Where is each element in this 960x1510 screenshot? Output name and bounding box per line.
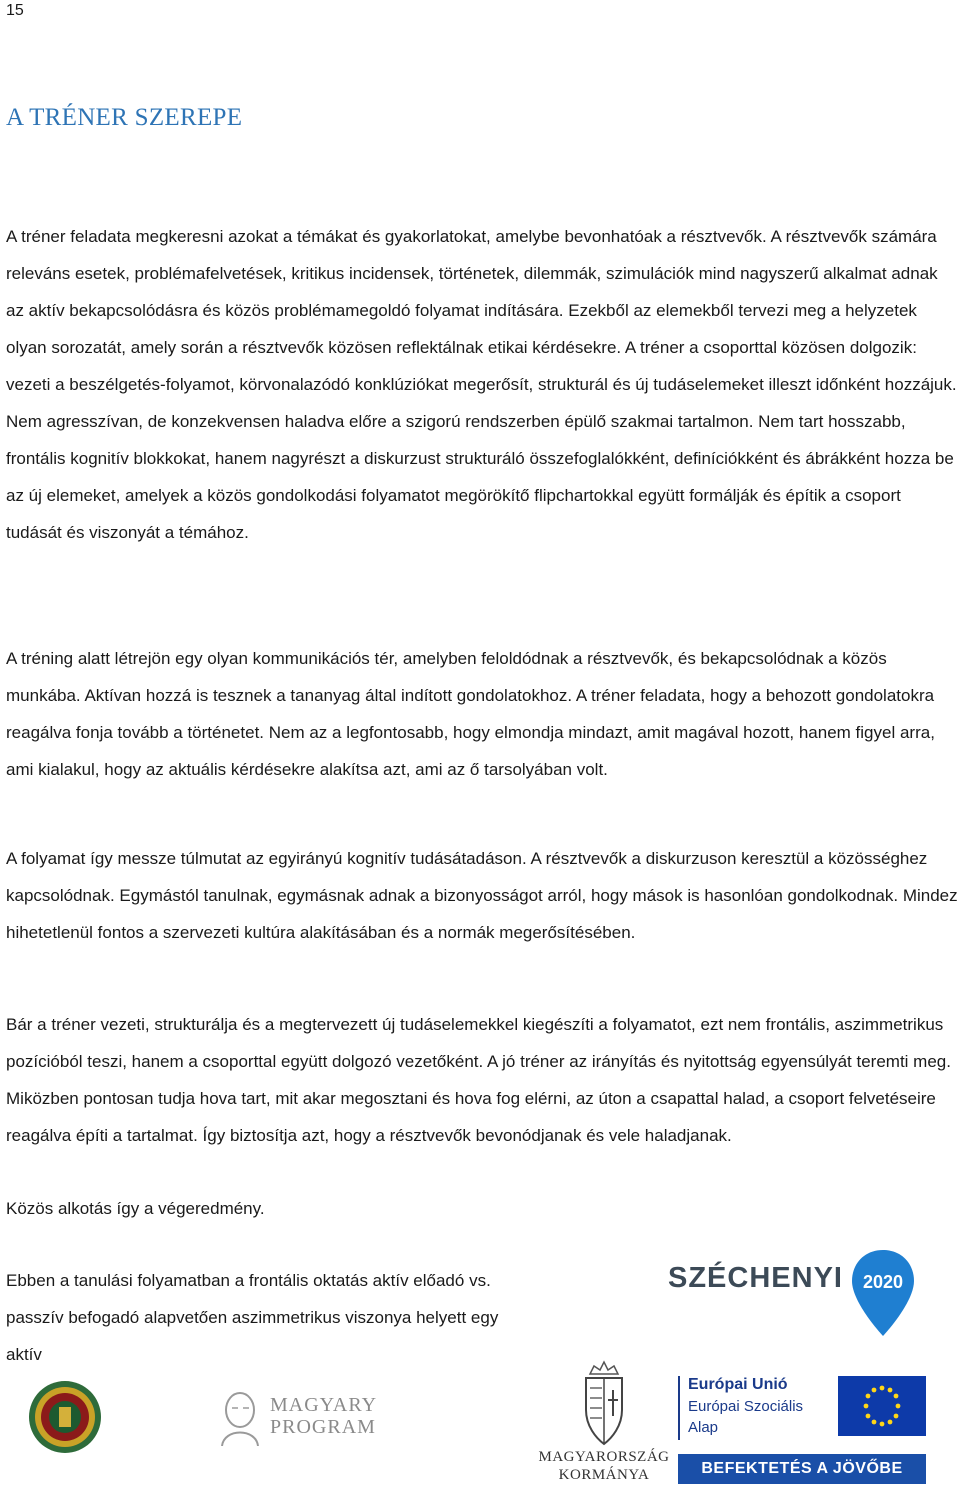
magyary-program-logo — [216, 1388, 376, 1448]
eu-line-3: Alap — [688, 1419, 719, 1436]
magyary-line-2: PROGRAM — [270, 1416, 376, 1438]
institution-seal-logo — [28, 1380, 102, 1454]
eu-line-1: Európai Unió — [688, 1376, 788, 1393]
coat-of-arms-icon — [534, 1360, 674, 1446]
magyary-line-1: MAGYARY — [270, 1394, 378, 1416]
paragraph-1: A tréner feladata megkeresni azokat a témákat és gyakorlatokat, amelybe bevonhatóak a résztvevők. A résztvevők számára releváns esetek, problémafelvetések, kritikus incidensek, történetek, dilemmák, szimulációk mind nagyszerű alkalmat adnak az aktív bekapcsolódásra és közös problémamegoldó folyamat indítására. Ezekből az elemekből tervezi meg a helyzetek olyan sorozatát, amely során a résztvevők közösen reflektálnak etikai kérdésekre. A tréner a csoporttal közösen dolgozik: vezeti a beszélgetés-folyamot, körvonalazódó konklúziókat megerősít, strukturál és új tudáselemeket illeszt időnként hozzájuk. Nem agresszívan, de konzekvensen haladva előre a szigorú rendszerben épülő szakmai tartalmon. Nem tart hosszabb, frontális kognitív blokkokat, hanem nagyrészt a diskurzust strukturáló összefoglalókként, definíciókként és ábrákként hozza be az új elemeket, amelyek a közös gondolkodási folyamatot megörökítő flipchartokkal együtt formálják és építik a csoport tudását és viszonyát a témához. — [6, 227, 957, 542]
paragraph-5: Közös alkotás így a végeredmény. — [6, 1199, 265, 1218]
portrait-icon — [216, 1388, 264, 1446]
eu-slogan-banner: BEFEKTETÉS A JÖVŐBE — [678, 1454, 926, 1484]
page-number: 15 — [6, 2, 24, 19]
szechenyi-year: 2020 — [862, 1272, 904, 1292]
szechenyi-2020-logo — [668, 1248, 918, 1338]
section-title: A TRÉNER SZEREPE — [6, 104, 243, 131]
hungarian-government-logo — [534, 1360, 674, 1488]
paragraph-6: Ebben a tanulási folyamatban a frontális oktatás aktív előadó vs. passzív befogadó alapvetően aszimmetrikus viszonya helyett egy aktív — [6, 1271, 499, 1364]
location-pin-icon — [848, 1248, 918, 1338]
paragraph-4: Bár a tréner vezeti, strukturálja és a megtervezett új tudáselemekkel kiegészíti a folyamatot, ezt nem frontális, aszimmetrikus pozícióból teszi, hanem a csoporttal együtt dolgozó vezetőként. A jó tréner az irányítás és nyitottság egyensúlyát teremti meg. Miközben pontosan tudja hova tart, mit akar megosztani és hova fog elérni, az úton a csapattal halad, a csoport felvetéseire reagálva építi a tartalmat. Így biztosítja azt, hogy a résztvevők bevonódjanak és vele haladjanak. — [6, 1015, 951, 1145]
eu-funding-logo — [678, 1372, 926, 1484]
eu-line-2: Európai Szociális — [688, 1398, 804, 1415]
eu-divider — [678, 1376, 680, 1440]
eu-flag-icon — [838, 1376, 926, 1436]
paragraph-2: A tréning alatt létrejön egy olyan kommunikációs tér, amelyben feloldódnak a résztvevők, és bekapcsolódnak a közös munkába. Aktívan hozzá is tesznek a tananyag által indított gondolatokhoz. A tréner feladata, hogy a behozott gondolatokra reagálva fonja tovább a történetet. Nem az a legfontosabb, hogy elmondja mindazt, amit magával hozott, hanem figyel arra, ami kialakul, hogy az aktuális kérdésekre alakítsa azt, ami az ő tarsolyában volt. — [6, 649, 935, 779]
kormany-line-1: MAGYARORSZÁG — [538, 1449, 670, 1465]
paragraph-3: A folyamat így messze túlmutat az egyirányú kognitív tudásátadáson. A résztvevők a diskurzuson keresztül a közösséghez kapcsolódnak. Egymástól tanulnak, egymásnak adnak a bizonyosságot arról, hogy mások is hasonlóan gondolkodnak. Mindez hihetetlenül fontos a szervezeti kultúra alakításában és a normák megerősítésében. — [6, 849, 958, 942]
szechenyi-wordmark: SZÉCHENYI — [668, 1262, 843, 1294]
kormany-line-2: KORMÁNYA — [558, 1467, 650, 1483]
